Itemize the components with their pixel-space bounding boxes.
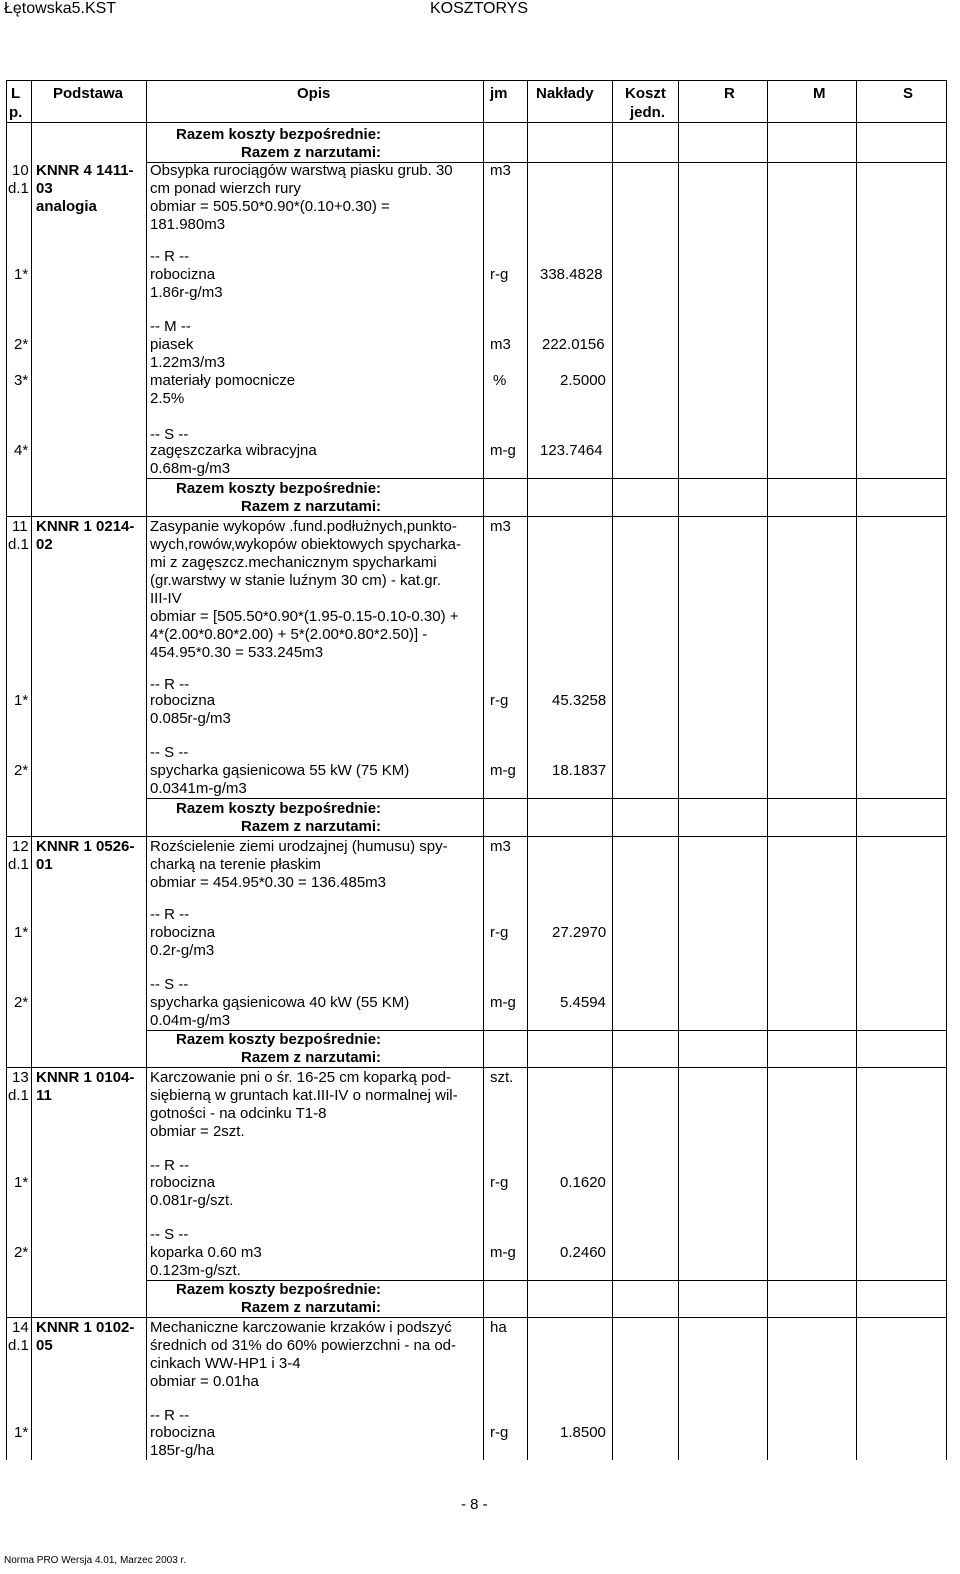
item-podstawa: analogia — [36, 198, 97, 215]
item-opis: mi z zagęszcz.mechanicznym spycharkami — [150, 554, 437, 571]
col-border — [146, 80, 147, 1460]
razem-bezposrednie: Razem koszty bezpośrednie: — [176, 1281, 382, 1298]
item-jm: m3 — [490, 518, 511, 535]
item-opis: cm ponad wierzch rury — [150, 180, 301, 197]
item-podstawa: 03 — [36, 180, 53, 197]
res-name: robocizna — [150, 692, 216, 709]
item-opis: 4*(2.00*0.80*2.00) + 5*(2.00*0.80*2.50)] - — [150, 626, 428, 643]
row-separator — [6, 1317, 946, 1318]
res-jm: r-g — [490, 1174, 509, 1191]
res-jm: m-g — [490, 994, 516, 1011]
item-d: d.1 — [8, 1337, 29, 1354]
section-r: -- R -- — [150, 906, 190, 923]
section-s: -- S -- — [150, 744, 189, 761]
res-name: spycharka gąsienicowa 55 kW (75 KM) — [150, 762, 410, 779]
item-jm: m3 — [490, 162, 511, 179]
col-border — [767, 80, 768, 1460]
col-jm: jm — [490, 85, 508, 102]
item-jm: ha — [490, 1319, 507, 1336]
res-norm: 185r-g/ha — [150, 1442, 215, 1459]
item-opis: gotności - na odcinku T1-8 — [150, 1105, 327, 1122]
res-value: 27.2970 — [552, 924, 607, 941]
item-opis: obmiar = 505.50*0.90*(0.10+0.30) = — [150, 198, 390, 215]
row-separator — [146, 478, 946, 479]
res-jm: r-g — [490, 266, 509, 283]
res-norm: 0.68m-g/m3 — [150, 460, 231, 477]
col-lp-2: p. — [9, 104, 23, 121]
item-jm: szt. — [490, 1069, 514, 1086]
res-jm: m-g — [490, 762, 516, 779]
res-name: robocizna — [150, 1424, 216, 1441]
col-border — [31, 80, 32, 1460]
footer-version: Norma PRO Wersja 4.01, Marzec 2003 r. — [4, 1555, 187, 1566]
item-opis: Zasypanie wykopów .fund.podłużnych,punkto- — [150, 518, 457, 535]
item-opis: Rozścielenie ziemi urodzajnej (humusu) spy- — [150, 838, 448, 855]
item-opis: cinkach WW-HP1 i 3-4 — [150, 1355, 301, 1372]
col-border — [856, 80, 857, 1460]
row-separator — [6, 836, 946, 837]
res-name: piasek — [150, 336, 194, 353]
table-top-border — [6, 80, 946, 81]
res-nr: 1* — [14, 1174, 29, 1191]
res-norm: 0.085r-g/m3 — [150, 710, 231, 727]
res-name: robocizna — [150, 1174, 216, 1191]
res-value: 123.7464 — [540, 442, 603, 459]
res-jm: m-g — [490, 1244, 516, 1261]
item-opis: 454.95*0.30 = 533.245m3 — [150, 644, 324, 661]
item-lp: 11 — [12, 518, 28, 535]
item-d: d.1 — [8, 536, 29, 553]
razem-narzuty: Razem z narzutami: — [241, 498, 382, 515]
item-podstawa: KNNR 1 0102- — [36, 1319, 135, 1336]
res-norm: 0.2r-g/m3 — [150, 942, 215, 959]
res-value: 1.8500 — [560, 1424, 606, 1441]
section-s: -- S -- — [150, 976, 189, 993]
col-podstawa: Podstawa — [53, 85, 124, 102]
col-s: S — [903, 85, 914, 102]
item-lp: 14 — [12, 1319, 29, 1336]
item-podstawa: 02 — [36, 536, 53, 553]
item-opis: obmiar = [505.50*0.90*(1.95-0.15-0.10-0.30) + — [150, 608, 459, 625]
row-separator — [6, 516, 946, 517]
res-nr: 2* — [14, 336, 29, 353]
res-nr: 2* — [14, 994, 29, 1011]
res-value: 45.3258 — [552, 692, 607, 709]
section-r: -- R -- — [150, 248, 190, 265]
item-d: d.1 — [8, 856, 29, 873]
item-opis: (gr.warstwy w stanie luźnym 30 cm) - kat.gr. — [150, 572, 441, 589]
razem-narzuty: Razem z narzutami: — [241, 818, 382, 835]
section-m: -- M -- — [150, 318, 191, 335]
item-opis: Obsypka rurociągów warstwą piasku grub. 30 — [150, 162, 453, 179]
col-koszt: Koszt — [625, 85, 666, 102]
col-r: R — [724, 85, 735, 102]
page-number: - 8 - — [461, 1496, 488, 1513]
table-header-border — [6, 122, 946, 123]
item-opis: siębierną w gruntach kat.III-IV o normalnej wil- — [150, 1087, 458, 1104]
res-value: 222.0156 — [542, 336, 605, 353]
razem-bezposrednie: Razem koszty bezpośrednie: — [176, 480, 382, 497]
res-jm: r-g — [490, 692, 509, 709]
row-separator — [6, 1067, 946, 1068]
item-opis: obmiar = 454.95*0.30 = 136.485m3 — [150, 874, 387, 891]
razem-narzuty: Razem z narzutami: — [241, 1299, 382, 1316]
file-name: Łętowska5.KST — [4, 0, 117, 17]
res-nr: 4* — [14, 442, 29, 459]
res-nr: 1* — [14, 924, 29, 941]
item-podstawa: 01 — [36, 856, 53, 873]
item-opis: 181.980m3 — [150, 216, 226, 233]
res-nr: 2* — [14, 762, 29, 779]
res-name: robocizna — [150, 924, 216, 941]
res-nr: 1* — [14, 692, 29, 709]
item-lp: 13 — [12, 1069, 29, 1086]
res-norm: 0.0341m-g/m3 — [150, 780, 247, 797]
section-r: -- R -- — [150, 1407, 190, 1424]
res-norm: 0.081r-g/szt. — [150, 1192, 234, 1209]
item-opis: III-IV — [150, 590, 182, 607]
item-opis: wych,rowów,wykopów obiektowych spycharka- — [150, 536, 461, 553]
section-r: -- R -- — [150, 676, 190, 693]
res-name: robocizna — [150, 266, 216, 283]
res-norm: 0.123m-g/szt. — [150, 1262, 241, 1279]
section-s: -- S -- — [150, 1226, 189, 1243]
res-nr: 2* — [14, 1244, 29, 1261]
res-jm: r-g — [490, 924, 509, 941]
item-podstawa: KNNR 1 0214- — [36, 518, 135, 535]
res-name: koparka 0.60 m3 — [150, 1244, 262, 1261]
res-jm: m3 — [490, 336, 511, 353]
col-koszt-jedn: jedn. — [630, 104, 666, 121]
row-separator — [146, 798, 946, 799]
col-m: M — [813, 85, 826, 102]
col-border — [946, 80, 947, 1460]
item-opis: charką na terenie płaskim — [150, 856, 321, 873]
item-podstawa: 05 — [36, 1337, 53, 1354]
item-opis: obmiar = 2szt. — [150, 1123, 245, 1140]
col-naklady: Nakłady — [536, 85, 594, 102]
res-name: spycharka gąsienicowa 40 kW (55 KM) — [150, 994, 410, 1011]
res-nr: 3* — [14, 372, 29, 389]
razem-bezposrednie: Razem koszty bezpośrednie: — [176, 800, 382, 817]
document-title: KOSZTORYS — [430, 0, 529, 17]
col-border — [527, 80, 528, 1460]
item-podstawa: KNNR 4 1411- — [36, 162, 134, 179]
item-d: d.1 — [8, 180, 29, 197]
col-opis: Opis — [297, 85, 331, 102]
col-border — [483, 80, 484, 1460]
res-value: 0.2460 — [560, 1244, 606, 1261]
res-norm: 0.04m-g/m3 — [150, 1012, 231, 1029]
res-value: 5.4594 — [560, 994, 606, 1011]
item-podstawa: KNNR 1 0526- — [36, 838, 135, 855]
res-jm: m-g — [490, 442, 516, 459]
res-value: 338.4828 — [540, 266, 603, 283]
item-lp: 12 — [12, 838, 29, 855]
item-d: d.1 — [8, 1087, 29, 1104]
col-border — [6, 80, 7, 1460]
col-border — [678, 80, 679, 1460]
res-jm: r-g — [490, 1424, 509, 1441]
razem-narzuty: Razem z narzutami: — [241, 1049, 382, 1066]
res-jm: % — [493, 372, 507, 389]
item-lp: 10 — [12, 162, 29, 179]
item-opis: Karczowanie pni o śr. 16-25 cm koparką pod- — [150, 1069, 451, 1086]
item-opis: Mechaniczne karczowanie krzaków i podszyć — [150, 1319, 452, 1336]
razem-narzuty: Razem z narzutami: — [241, 144, 382, 161]
item-opis: obmiar = 0.01ha — [150, 1373, 259, 1390]
res-nr: 1* — [14, 266, 29, 283]
col-lp: L — [11, 85, 21, 102]
res-norm: 1.22m3/m3 — [150, 354, 226, 371]
item-opis: średnich od 31% do 60% powierzchni - na od- — [150, 1337, 457, 1354]
res-name: zagęszczarka wibracyjna — [150, 442, 317, 459]
item-jm: m3 — [490, 838, 511, 855]
col-border — [612, 80, 613, 1460]
res-value: 0.1620 — [560, 1174, 606, 1191]
razem-bezposrednie: Razem koszty bezpośrednie: — [176, 1031, 382, 1048]
res-nr: 1* — [14, 1424, 29, 1441]
res-name: materiały pomocnicze — [150, 372, 296, 389]
section-s: -- S -- — [150, 426, 189, 443]
section-r: -- R -- — [150, 1157, 190, 1174]
res-norm: 2.5% — [150, 390, 185, 407]
res-value: 2.5000 — [560, 372, 606, 389]
razem-bezposrednie: Razem koszty bezpośrednie: — [176, 126, 382, 143]
res-norm: 1.86r-g/m3 — [150, 284, 223, 301]
item-podstawa: 11 — [36, 1087, 52, 1104]
item-podstawa: KNNR 1 0104- — [36, 1069, 135, 1086]
res-value: 18.1837 — [552, 762, 607, 779]
